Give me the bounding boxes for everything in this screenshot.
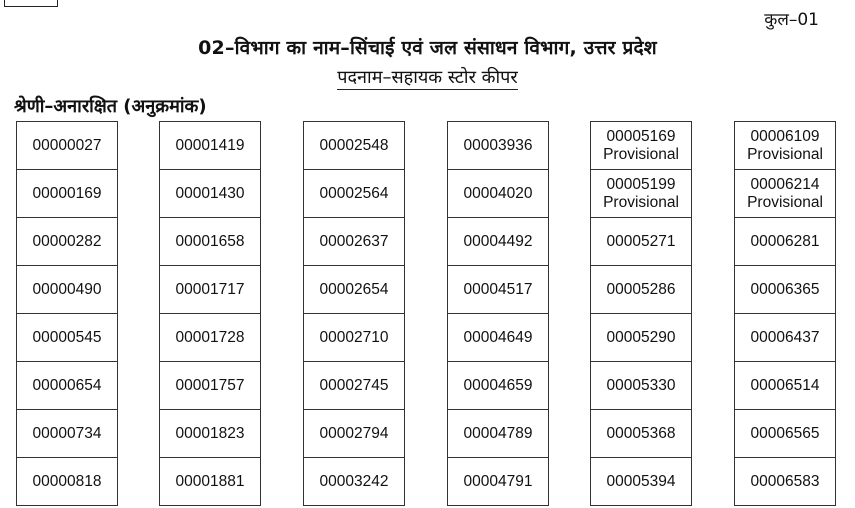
roll-cell [735,314,835,362]
roll-number: 00004791 [463,472,533,490]
roll-cell [304,170,404,218]
roll-cell [591,122,691,170]
post-title [0,65,855,89]
roll-cell [17,314,117,362]
roll-number: 00005286 [606,280,676,298]
column-6 [734,121,836,506]
roll-cell [160,122,260,170]
roll-cell [304,458,404,506]
department-title: 02–विभाग का नाम–सिंचाई एवं जल संसाधन विभाग, उत्तर प्रदेश [198,37,657,59]
roll-cell [591,314,691,362]
roll-cell [591,410,691,458]
column-1 [16,121,118,506]
roll-number: 00001757 [175,376,245,394]
roll-number: 00004659 [463,376,533,394]
roll-cell [160,314,260,362]
roll-cell [304,218,404,266]
roll-number: 00005394 [606,472,676,490]
roll-number: 00006109 [750,127,820,145]
page-count: कुल–01 [764,10,819,30]
roll-cell [735,170,835,218]
roll-cell [448,266,548,314]
roll-number: 00001717 [175,280,245,298]
roll-number: 00001728 [175,328,245,346]
roll-number: 00001430 [175,184,245,202]
roll-number: 00000169 [32,184,102,202]
roll-cell [304,314,404,362]
roll-cell [591,266,691,314]
category-heading: श्रेणी–अनारक्षित (अनुक्रमांक) [14,96,207,117]
roll-number: 00004492 [463,232,533,250]
roll-number: 00006365 [750,280,820,298]
roll-number: 00000282 [32,232,102,250]
roll-cell [160,170,260,218]
roll-number: 00002564 [319,184,389,202]
roll-cell [591,362,691,410]
roll-number: 00004789 [463,424,533,442]
provisional-label: Provisional [747,145,823,163]
roll-cell [448,410,548,458]
roll-cell [735,218,835,266]
roll-number: 00004517 [463,280,533,298]
roll-cell [735,362,835,410]
corner-box [4,0,58,7]
roll-number: 00003936 [463,136,533,154]
roll-number: 00000734 [32,424,102,442]
roll-number: 00001658 [175,232,245,250]
post-title-text: पदनाम–सहायक स्टोर कीपर [337,67,518,88]
roll-number: 00000545 [32,328,102,346]
roll-number: 00005169 [606,127,676,145]
roll-number: 00006437 [750,328,820,346]
roll-number: 00004020 [463,184,533,202]
roll-cell [160,218,260,266]
provisional-label: Provisional [747,193,823,211]
roll-cell [735,122,835,170]
roll-cell [160,410,260,458]
roll-number: 00006565 [750,424,820,442]
roll-number: 00002548 [319,136,389,154]
provisional-label: Provisional [603,193,679,211]
roll-number: 00002637 [319,232,389,250]
roll-cell [17,362,117,410]
roll-cell [448,314,548,362]
roll-cell [17,458,117,506]
roll-number: 00002745 [319,376,389,394]
roll-cell [17,122,117,170]
roll-number: 00005368 [606,424,676,442]
roll-number: 00000818 [32,472,102,490]
roll-cell [735,458,835,506]
roll-number: 00006583 [750,472,820,490]
roll-cell [448,458,548,506]
roll-cell [304,266,404,314]
roll-number: 00006214 [750,175,820,193]
roll-cell [448,218,548,266]
roll-cell [448,122,548,170]
roll-number: 00005290 [606,328,676,346]
roll-number: 00002654 [319,280,389,298]
roll-cell [304,410,404,458]
roll-number: 00000027 [32,136,102,154]
roll-cell [160,266,260,314]
roll-cell [304,362,404,410]
roll-cell [17,410,117,458]
column-3 [303,121,405,506]
roll-cell [591,170,691,218]
roll-number: 00001881 [175,472,245,490]
roll-cell [160,458,260,506]
roll-number: 00001823 [175,424,245,442]
provisional-label: Provisional [603,145,679,163]
roll-number: 00005330 [606,376,676,394]
roll-number: 00006514 [750,376,820,394]
roll-cell [448,362,548,410]
roll-number: 00002710 [319,328,389,346]
roll-number: 00000654 [32,376,102,394]
roll-cell [591,458,691,506]
column-4 [447,121,549,506]
roll-cell [735,410,835,458]
roll-cell [17,170,117,218]
roll-cell [304,122,404,170]
column-5 [590,121,692,506]
roll-number: 00005271 [606,232,676,250]
roll-number: 00004649 [463,328,533,346]
roll-cell [17,218,117,266]
roll-number: 00003242 [319,472,389,490]
roll-number: 00001419 [175,136,245,154]
roll-number: 00002794 [319,424,389,442]
roll-cell [735,266,835,314]
roll-number: 00005199 [606,175,676,193]
column-2 [159,121,261,506]
roll-cell [160,362,260,410]
roll-number: 00006281 [750,232,820,250]
roll-number: 00000490 [32,280,102,298]
roll-cell [591,218,691,266]
roll-cell [448,170,548,218]
roll-cell [17,266,117,314]
